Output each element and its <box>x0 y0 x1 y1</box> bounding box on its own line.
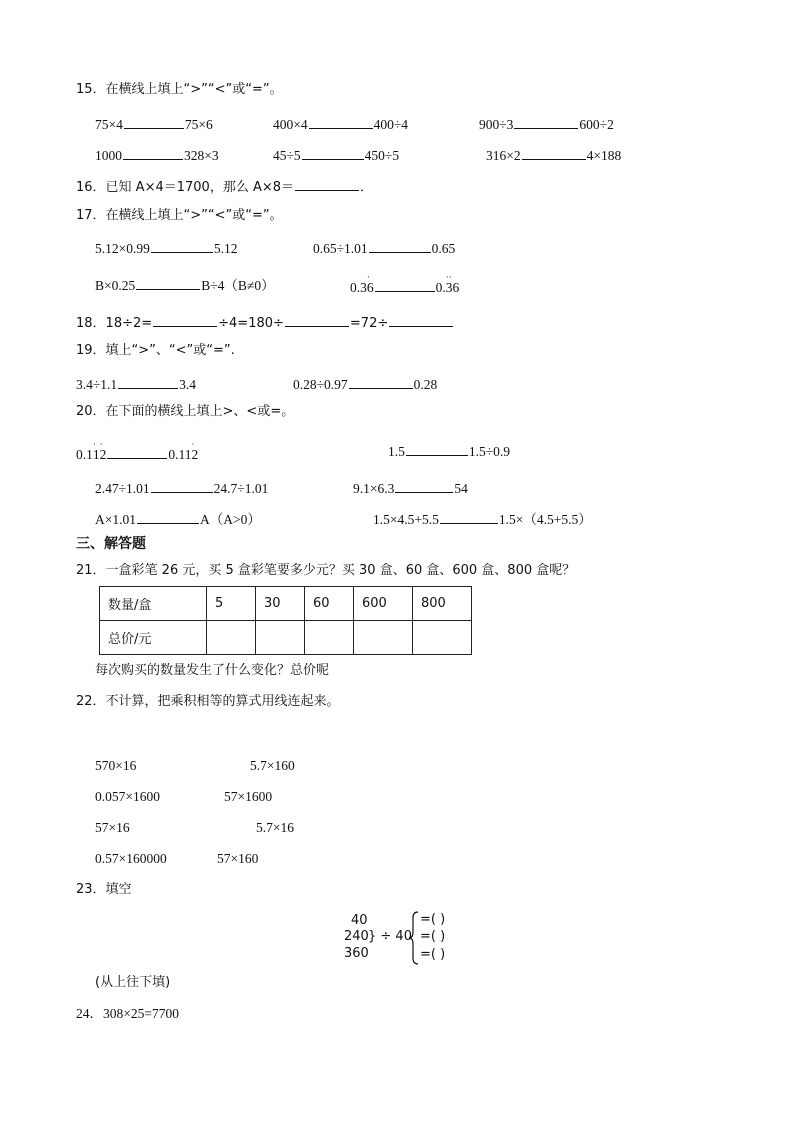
answer-blank[interactable] <box>369 240 431 253</box>
q15-row1-a: 75×4 75×6 <box>95 117 213 132</box>
q20-row3-a: A×1.01 A（A>0） <box>95 512 261 527</box>
q22-right-1[interactable]: 5.7×160 <box>250 758 295 773</box>
answer-blank[interactable] <box>389 314 453 327</box>
answer-blank[interactable] <box>349 376 413 389</box>
table-cell: 800 <box>413 587 472 621</box>
repeat-dot: ·· <box>445 272 452 282</box>
section-title: 三、解答题 <box>76 536 146 552</box>
q22-title: 22．不计算，把乘积相等的算式用线连起来。 <box>76 694 340 709</box>
result-blank-2[interactable]: =( ) <box>420 929 446 944</box>
answer-blank[interactable] <box>118 376 178 389</box>
table-input-cell[interactable] <box>305 621 354 655</box>
table-row <box>100 621 472 655</box>
q15-row2-c: 316×2 4×188 <box>486 148 622 163</box>
answer-blank[interactable] <box>295 178 359 191</box>
q16: 16．已知 A×4＝1700，那么 A×8＝ ． <box>76 180 374 195</box>
q17-row1-b: 0.65÷1.01 0.65 <box>313 241 456 256</box>
answer-blank[interactable] <box>375 279 435 292</box>
q18: 18．18÷2= ÷4=180÷ =72÷ <box>76 314 454 332</box>
q15-row1-b: 400×4 400÷4 <box>273 117 409 132</box>
answer-blank[interactable] <box>302 147 364 160</box>
table-input-cell[interactable] <box>256 621 305 655</box>
q15-title: 15．在横线上填上“>”“<”或“=”。 <box>76 82 283 97</box>
left-brace-icon <box>408 910 420 966</box>
answer-blank[interactable] <box>309 116 373 129</box>
q20-row1-a: 0.1 · 1 · 2 0.11 · 2 <box>76 439 199 462</box>
answer-blank[interactable] <box>137 511 199 524</box>
q21-text: 21．一盒彩笔 26 元，买 5 盒彩笔要多少元？买 30 盒、60 盒、600 盒、800 盒呢？ <box>76 563 576 578</box>
result-blank-3[interactable]: =( ) <box>420 947 446 962</box>
table-cell: 600 <box>354 587 413 621</box>
dividend-3: 360 <box>344 946 369 961</box>
q19-b: 0.28÷0.97 0.28 <box>293 377 438 392</box>
q22-left-2[interactable]: 0.057×1600 <box>95 789 160 804</box>
table-row <box>100 587 472 621</box>
q20-row3-b: 1.5×4.5+5.5 1.5×（4.5+5.5） <box>373 512 592 527</box>
q23-note: (从上往下填) <box>95 975 171 990</box>
q17-row1-a: 5.12×0.99 5.12 <box>95 241 238 256</box>
table-cell: 5 <box>207 587 256 621</box>
q17-row2-a: B×0.25 B÷4（B≠0） <box>95 278 275 293</box>
answer-blank[interactable] <box>285 314 349 327</box>
q20-row1-b: 1.5 1.5÷0.9 <box>388 444 511 459</box>
answer-blank[interactable] <box>107 446 167 459</box>
divide-operator: } ÷ 40 <box>368 929 412 944</box>
answer-blank[interactable] <box>151 240 213 253</box>
q21-after: 每次购买的数量发生了什么变化？总价呢 <box>95 663 330 678</box>
q20-title: 20．在下面的横线上填上>、<或=。 <box>76 404 295 419</box>
q23-title: 23．填空 <box>76 882 132 897</box>
table-cell: 30 <box>256 587 305 621</box>
answer-blank[interactable] <box>151 480 213 493</box>
repeat-dot: · <box>191 439 195 449</box>
q22-left-1[interactable]: 570×16 <box>95 758 137 773</box>
table-input-cell[interactable] <box>207 621 256 655</box>
q19-a: 3.4÷1.1 3.4 <box>76 377 197 392</box>
q22-right-4[interactable]: 57×160 <box>217 851 259 866</box>
q15-row2-b: 45÷5 450÷5 <box>273 148 400 163</box>
q24: 24．308×25=7700 <box>76 1006 179 1021</box>
result-blank-1[interactable]: =( ) <box>420 912 446 927</box>
q20-row2-b: 9.1×6.3 54 <box>353 481 468 496</box>
dividend-2: 240 <box>344 929 369 944</box>
q15-row2-a: 1000 328×3 <box>95 148 219 163</box>
price-table <box>99 586 472 655</box>
repeat-dot: · <box>99 439 103 449</box>
q20-row2-a: 2.47÷1.01 24.7÷1.01 <box>95 481 269 496</box>
q22-right-3[interactable]: 5.7×16 <box>256 820 294 835</box>
table-cell: 总价/元 <box>100 621 207 655</box>
answer-blank[interactable] <box>440 511 498 524</box>
answer-blank[interactable] <box>514 116 578 129</box>
table-cell: 60 <box>305 587 354 621</box>
q17-row2-b: 0.3 · 6 0. ·· 36 <box>350 272 460 295</box>
answer-blank[interactable] <box>522 147 586 160</box>
table-input-cell[interactable] <box>413 621 472 655</box>
dividend-1: 40 <box>351 913 368 928</box>
answer-blank[interactable] <box>406 443 468 456</box>
division-brace-figure <box>344 910 464 966</box>
repeat-dot: · <box>366 272 370 282</box>
q22-right-2[interactable]: 57×1600 <box>224 789 273 804</box>
q15-row1-c: 900÷3 600÷2 <box>479 117 614 132</box>
answer-blank[interactable] <box>124 116 184 129</box>
table-input-cell[interactable] <box>354 621 413 655</box>
q22-left-4[interactable]: 0.57×160000 <box>95 851 167 866</box>
answer-blank[interactable] <box>123 147 183 160</box>
q19-title: 19．填上“>”、“<”或“=”. <box>76 343 235 358</box>
answer-blank[interactable] <box>153 314 217 327</box>
answer-blank[interactable] <box>395 480 453 493</box>
repeat-dot: · <box>92 439 96 449</box>
table-cell: 数量/盒 <box>100 587 207 621</box>
q22-left-3[interactable]: 57×16 <box>95 820 130 835</box>
q17-title: 17．在横线上填上“>”“<”或“=”。 <box>76 208 283 223</box>
answer-blank[interactable] <box>136 277 200 290</box>
